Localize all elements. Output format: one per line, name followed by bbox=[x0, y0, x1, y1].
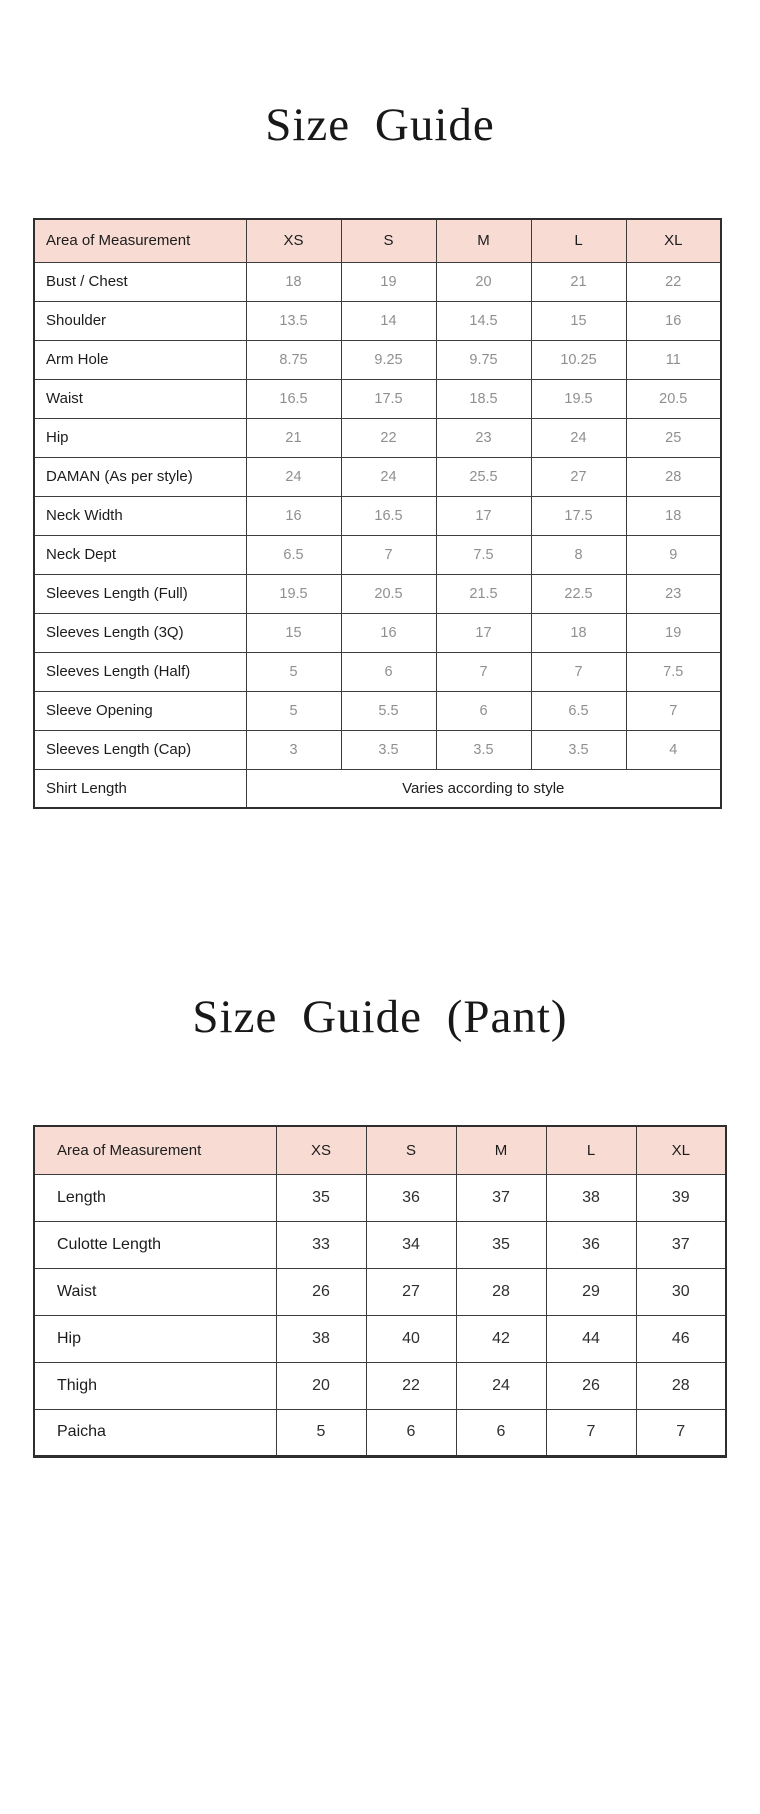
measurement-value: 5 bbox=[246, 691, 341, 730]
measurement-column-header: Area of Measurement bbox=[34, 219, 246, 262]
measurement-value: 18 bbox=[246, 262, 341, 301]
measurement-label: Waist bbox=[34, 1268, 276, 1315]
measurement-value: 27 bbox=[366, 1268, 456, 1315]
measurement-value: 38 bbox=[276, 1315, 366, 1362]
pant-size-guide-title: Size Guide (Pant) bbox=[192, 991, 568, 1043]
measurement-value: 19 bbox=[341, 262, 436, 301]
measurement-value: 19.5 bbox=[246, 574, 341, 613]
measurement-value: 28 bbox=[456, 1268, 546, 1315]
measurement-value: 7 bbox=[531, 652, 626, 691]
measurement-value: 18 bbox=[626, 496, 721, 535]
size-column-header: M bbox=[456, 1126, 546, 1174]
measurement-row bbox=[34, 1362, 726, 1409]
measurement-value: 3.5 bbox=[436, 730, 531, 769]
measurement-row bbox=[34, 1409, 726, 1456]
measurement-label: Sleeve Opening bbox=[34, 691, 246, 730]
measurement-value: 18.5 bbox=[436, 379, 531, 418]
measurement-value: 30 bbox=[636, 1268, 726, 1315]
measurement-value: 27 bbox=[531, 457, 626, 496]
measurement-value: 23 bbox=[436, 418, 531, 457]
measurement-value: 9.75 bbox=[436, 340, 531, 379]
size-column-header: L bbox=[531, 219, 626, 262]
size-column-header: XL bbox=[626, 219, 721, 262]
measurement-value: 18 bbox=[531, 613, 626, 652]
measurement-value: 6.5 bbox=[531, 691, 626, 730]
measurement-row bbox=[34, 691, 721, 730]
measurement-value: 5.5 bbox=[341, 691, 436, 730]
size-column-header: M bbox=[436, 219, 531, 262]
measurement-value: 39 bbox=[636, 1174, 726, 1221]
measurement-row bbox=[34, 652, 721, 691]
measurement-value: 17 bbox=[436, 613, 531, 652]
measurement-label: Hip bbox=[34, 418, 246, 457]
measurement-value: 37 bbox=[456, 1174, 546, 1221]
measurement-row bbox=[34, 613, 721, 652]
measurement-label: Neck Dept bbox=[34, 535, 246, 574]
measurement-value: 44 bbox=[546, 1315, 636, 1362]
measurement-label: Sleeves Length (Cap) bbox=[34, 730, 246, 769]
measurement-label: Bust / Chest bbox=[34, 262, 246, 301]
measurement-value: 20.5 bbox=[626, 379, 721, 418]
measurement-value: 6 bbox=[456, 1409, 546, 1456]
measurement-value: 14 bbox=[341, 301, 436, 340]
measurement-label: Shoulder bbox=[34, 301, 246, 340]
measurement-value: 36 bbox=[546, 1221, 636, 1268]
measurement-value: 24 bbox=[246, 457, 341, 496]
measurement-value: 14.5 bbox=[436, 301, 531, 340]
measurement-value: 6 bbox=[341, 652, 436, 691]
measurement-value: 24 bbox=[531, 418, 626, 457]
measurement-value: 25 bbox=[626, 418, 721, 457]
measurement-value: 9 bbox=[626, 535, 721, 574]
measurement-row bbox=[34, 730, 721, 769]
measurement-value: 29 bbox=[546, 1268, 636, 1315]
measurement-value: 26 bbox=[546, 1362, 636, 1409]
measurement-value: 19 bbox=[626, 613, 721, 652]
measurement-label: Sleeves Length (3Q) bbox=[34, 613, 246, 652]
measurement-row bbox=[34, 535, 721, 574]
measurement-value: 20 bbox=[436, 262, 531, 301]
measurement-value: 22 bbox=[626, 262, 721, 301]
measurement-value: 13.5 bbox=[246, 301, 341, 340]
measurement-label: Neck Width bbox=[34, 496, 246, 535]
measurement-value: 21 bbox=[531, 262, 626, 301]
measurement-value: 26 bbox=[276, 1268, 366, 1315]
pant-size-table bbox=[33, 1125, 727, 1458]
size-column-header: XL bbox=[636, 1126, 726, 1174]
measurement-value: 42 bbox=[456, 1315, 546, 1362]
measurement-value: 7.5 bbox=[626, 652, 721, 691]
size-column-header: XS bbox=[246, 219, 341, 262]
measurement-row bbox=[34, 457, 721, 496]
measurement-value: 28 bbox=[626, 457, 721, 496]
measurement-row bbox=[34, 1268, 726, 1315]
measurement-label: DAMAN (As per style) bbox=[34, 457, 246, 496]
shirt-size-table bbox=[33, 218, 722, 809]
measurement-value: 15 bbox=[531, 301, 626, 340]
measurement-value: 4 bbox=[626, 730, 721, 769]
measurement-row bbox=[34, 418, 721, 457]
header-row bbox=[34, 1126, 726, 1174]
measurement-row bbox=[34, 1315, 726, 1362]
size-column-header: S bbox=[341, 219, 436, 262]
measurement-value: 7 bbox=[436, 652, 531, 691]
measurement-value: 23 bbox=[626, 574, 721, 613]
measurement-value: 3.5 bbox=[341, 730, 436, 769]
measurement-value: 17.5 bbox=[531, 496, 626, 535]
measurement-value: 22 bbox=[341, 418, 436, 457]
measurement-value: 7 bbox=[636, 1409, 726, 1456]
size-column-header: XS bbox=[276, 1126, 366, 1174]
measurement-value: 37 bbox=[636, 1221, 726, 1268]
measurement-value: 6 bbox=[436, 691, 531, 730]
measurement-value: 6 bbox=[366, 1409, 456, 1456]
measurement-value: 24 bbox=[341, 457, 436, 496]
measurement-row bbox=[34, 574, 721, 613]
measurement-value: 16 bbox=[246, 496, 341, 535]
measurement-value: 16.5 bbox=[246, 379, 341, 418]
measurement-value: 21 bbox=[246, 418, 341, 457]
measurement-value: 17 bbox=[436, 496, 531, 535]
measurement-row bbox=[34, 496, 721, 535]
measurement-value: 46 bbox=[636, 1315, 726, 1362]
measurement-value: 24 bbox=[456, 1362, 546, 1409]
size-column-header: S bbox=[366, 1126, 456, 1174]
measurement-label: Shirt Length bbox=[34, 769, 246, 808]
measurement-row bbox=[34, 301, 721, 340]
measurement-value: 9.25 bbox=[341, 340, 436, 379]
measurement-value: 10.25 bbox=[531, 340, 626, 379]
measurement-value: 35 bbox=[276, 1174, 366, 1221]
measurement-value: 22.5 bbox=[531, 574, 626, 613]
measurement-value: 35 bbox=[456, 1221, 546, 1268]
measurement-label: Arm Hole bbox=[34, 340, 246, 379]
measurement-value: 28 bbox=[636, 1362, 726, 1409]
measurement-value: 7.5 bbox=[436, 535, 531, 574]
measurement-value: 21.5 bbox=[436, 574, 531, 613]
measurement-row bbox=[34, 1174, 726, 1221]
measurement-label: Thigh bbox=[34, 1362, 276, 1409]
measurement-label: Paicha bbox=[34, 1409, 276, 1456]
measurement-value: 5 bbox=[246, 652, 341, 691]
measurement-value: 20.5 bbox=[341, 574, 436, 613]
measurement-value: 40 bbox=[366, 1315, 456, 1362]
measurement-value: 7 bbox=[341, 535, 436, 574]
measurement-column-header: Area of Measurement bbox=[34, 1126, 276, 1174]
measurement-label: Hip bbox=[34, 1315, 276, 1362]
measurement-value: 34 bbox=[366, 1221, 456, 1268]
shirt-length-note: Varies according to style bbox=[246, 769, 721, 808]
measurement-value: 16.5 bbox=[341, 496, 436, 535]
measurement-value: 17.5 bbox=[341, 379, 436, 418]
measurement-value: 8.75 bbox=[246, 340, 341, 379]
measurement-label: Waist bbox=[34, 379, 246, 418]
measurement-value: 20 bbox=[276, 1362, 366, 1409]
measurement-value: 19.5 bbox=[531, 379, 626, 418]
measurement-value: 11 bbox=[626, 340, 721, 379]
measurement-value: 6.5 bbox=[246, 535, 341, 574]
measurement-value: 16 bbox=[341, 613, 436, 652]
measurement-value: 33 bbox=[276, 1221, 366, 1268]
measurement-row bbox=[34, 262, 721, 301]
measurement-value: 36 bbox=[366, 1174, 456, 1221]
measurement-value: 22 bbox=[366, 1362, 456, 1409]
measurement-value: 5 bbox=[276, 1409, 366, 1456]
measurement-value: 16 bbox=[626, 301, 721, 340]
measurement-value: 8 bbox=[531, 535, 626, 574]
measurement-value: 3 bbox=[246, 730, 341, 769]
measurement-value: 7 bbox=[626, 691, 721, 730]
measurement-row bbox=[34, 340, 721, 379]
measurement-row bbox=[34, 1221, 726, 1268]
measurement-row bbox=[34, 379, 721, 418]
measurement-value: 7 bbox=[546, 1409, 636, 1456]
shirt-size-guide-title: Size Guide bbox=[265, 99, 495, 151]
header-row bbox=[34, 219, 721, 262]
measurement-value: 15 bbox=[246, 613, 341, 652]
measurement-value: 25.5 bbox=[436, 457, 531, 496]
measurement-label: Sleeves Length (Full) bbox=[34, 574, 246, 613]
measurement-value: 38 bbox=[546, 1174, 636, 1221]
measurement-value: 3.5 bbox=[531, 730, 626, 769]
shirt-length-row bbox=[34, 769, 721, 808]
measurement-label: Sleeves Length (Half) bbox=[34, 652, 246, 691]
size-column-header: L bbox=[546, 1126, 636, 1174]
measurement-label: Length bbox=[34, 1174, 276, 1221]
measurement-label: Culotte Length bbox=[34, 1221, 276, 1268]
